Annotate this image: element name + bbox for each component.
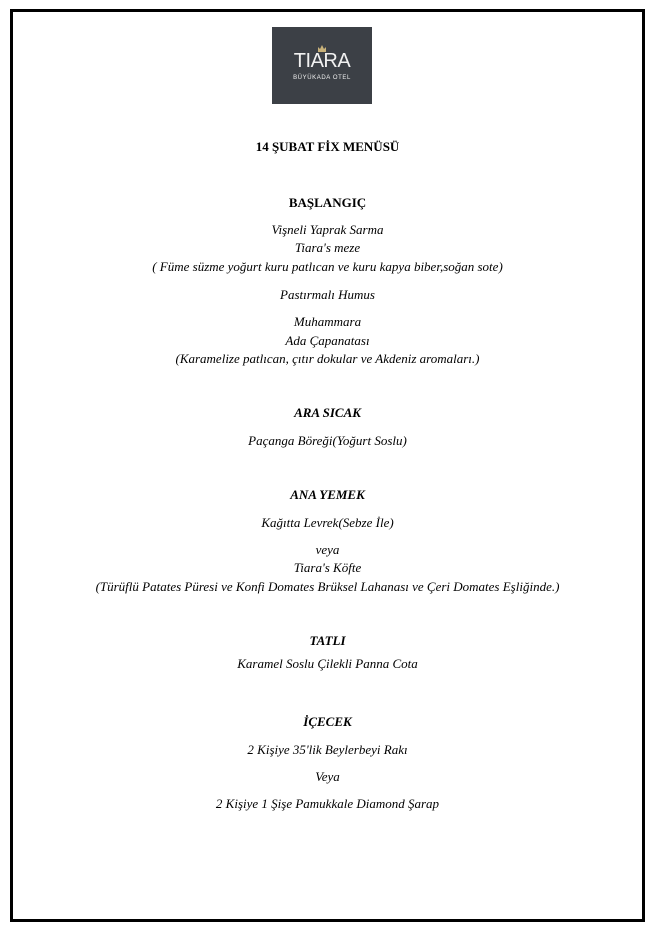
- menu-item-description: (Karamelize patlıcan, çıtır dokular ve Akdeniz aromaları.): [175, 351, 480, 366]
- menu-item: Vişneli Yaprak Sarma: [271, 222, 384, 237]
- menu-item-separator: veya: [315, 542, 340, 557]
- menu-item: Tiara's meze: [294, 240, 361, 255]
- section-heading-drinks: İÇECEK: [303, 714, 352, 729]
- crown-icon: [272, 40, 372, 50]
- section-heading-main-course: ANA YEMEK: [290, 487, 365, 502]
- menu-item: Karamel Soslu Çilekli Panna Cota: [237, 656, 418, 671]
- logo-name: TIARA: [293, 50, 351, 72]
- menu-item: Kağıtta Levrek(Sebze İle): [261, 515, 394, 530]
- section-heading-starters: BAŞLANGIÇ: [288, 195, 367, 210]
- menu-item: 2 Kişiye 35'lik Beylerbeyi Rakı: [247, 742, 408, 757]
- menu-item: Paçanga Böreği(Yoğurt Soslu): [248, 433, 407, 448]
- menu-title: 14 ŞUBAT FİX MENÜSÜ: [255, 139, 400, 154]
- menu-item: Ada Çapanatası: [285, 333, 370, 348]
- hotel-logo: [272, 27, 372, 104]
- menu-item: Pastırmalı Humus: [280, 287, 375, 302]
- menu-item-separator: Veya: [315, 769, 340, 784]
- menu-item: Muhammara: [293, 314, 362, 329]
- menu-page: [10, 9, 645, 922]
- section-heading-dessert: TATLI: [309, 633, 346, 648]
- logo-subtitle: BÜYÜKADA OTEL: [293, 75, 351, 81]
- menu-item: 2 Kişiye 1 Şişe Pamukkale Diamond Şarap: [215, 796, 440, 811]
- menu-item-description: ( Füme süzme yoğurt kuru patlıcan ve kuru kapya biber,soğan sote): [152, 259, 503, 274]
- section-heading-intermediate: ARA SICAK: [294, 405, 361, 420]
- menu-item-description: (Türüflü Patates Püresi ve Konfi Domates Brüksel Lahanası ve Çeri Domates Eşliğinde.): [95, 579, 560, 594]
- menu-item: Tiara's Köfte: [293, 560, 362, 575]
